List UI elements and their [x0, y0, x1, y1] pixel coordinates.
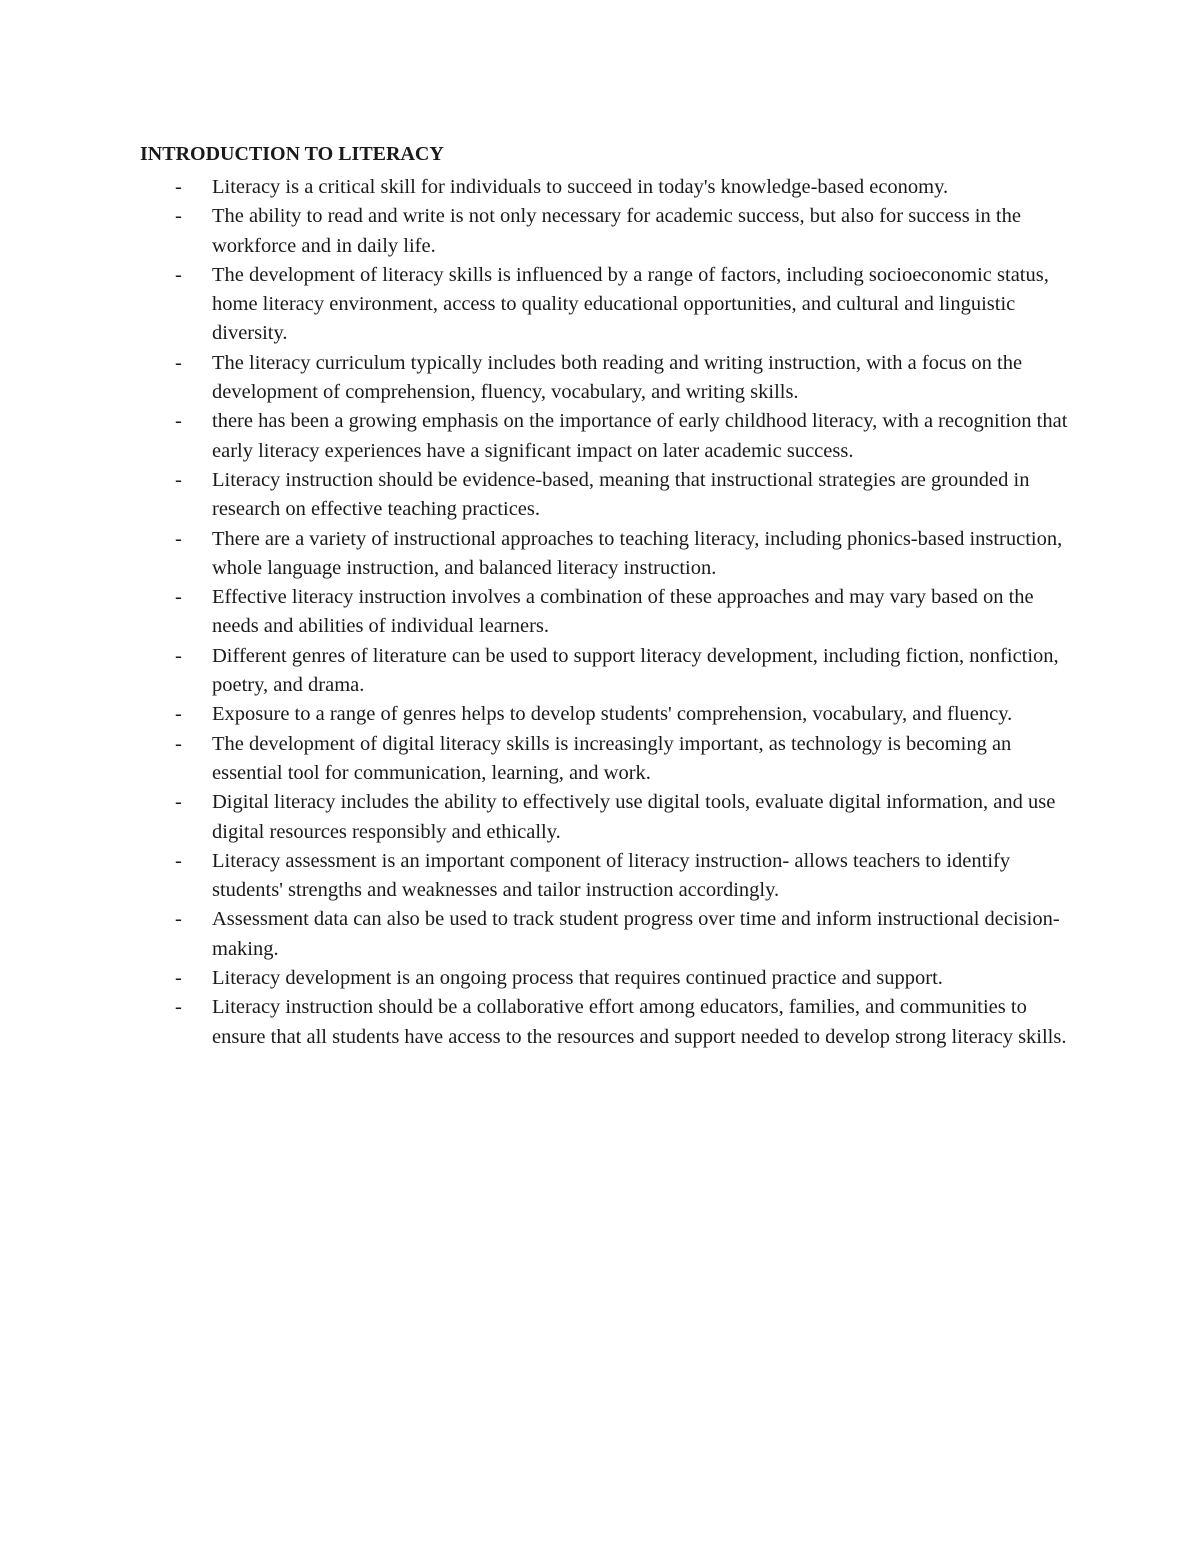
bullet-dash: - — [175, 205, 182, 228]
list-item-text: Assessment data can also be used to track student progress over time and inform instructional decision-making. — [212, 908, 1060, 960]
list-item — [140, 261, 1070, 349]
list-item — [140, 964, 1070, 993]
bullet-dash: - — [175, 996, 182, 1019]
list-item-text: Literacy development is an ongoing process that requires continued practice and support. — [212, 967, 943, 990]
list-item — [140, 905, 1070, 964]
list-item — [140, 583, 1070, 642]
bullet-list — [140, 173, 1070, 1052]
bullet-dash: - — [175, 849, 182, 872]
list-item-text: Different genres of literature can be used to support literacy development, including fiction, nonfiction, poetry, and drama. — [212, 644, 1059, 697]
list-item-text: The development of literacy skills is influenced by a range of factors, including socioeconomic status, home literacy environment, access to quality educational opportunities, and cultural and linguistic diversity. — [212, 263, 1049, 345]
list-item — [140, 788, 1070, 847]
list-item — [140, 202, 1070, 261]
list-item — [140, 700, 1070, 729]
list-item-text: Exposure to a range of genres helps to develop students' comprehension, vocabulary, and fluency. — [212, 703, 1013, 726]
list-item — [140, 349, 1070, 408]
bullet-dash: - — [175, 967, 182, 990]
bullet-dash: - — [175, 263, 182, 286]
bullet-dash: - — [175, 527, 182, 550]
list-item — [140, 466, 1070, 525]
list-item-text: The development of digital literacy skills is increasingly important, as technology is becoming an essential tool for communication, learning, and work. — [212, 732, 1012, 784]
list-item — [140, 642, 1070, 701]
list-item — [140, 730, 1070, 789]
list-item-text: Digital literacy includes the ability to effectively use digital tools, evaluate digital information, and use digital resources responsibly and ethically. — [212, 791, 1056, 843]
list-item — [140, 173, 1070, 202]
list-item-text: The literacy curriculum typically includes both reading and writing instruction, with a focus on the development of comprehension, fluency, vocabulary, and writing skills. — [212, 351, 1023, 404]
list-item-text: There are a variety of instructional approaches to teaching literacy, including phonics-based instruction, whole language instruction, and balanced literacy instruction. — [212, 527, 1063, 579]
list-item — [140, 525, 1070, 584]
list-item-text: Literacy instruction should be evidence-based, meaning that instructional strategies are grounded in research on effective teaching practices. — [212, 468, 1030, 521]
list-item-text: Literacy instruction should be a collaborative effort among educators, families, and communities to ensure that all students have access to the resources and support needed to develop strong literacy skills. — [212, 996, 1067, 1048]
list-item — [140, 407, 1070, 466]
bullet-dash: - — [175, 644, 182, 667]
list-item-text: Effective literacy instruction involves a combination of these approaches and may vary based on the needs and abilities of individual learners. — [212, 586, 1034, 638]
document-page — [140, 140, 1070, 1052]
list-item-text: Literacy assessment is an important component of literacy instruction- allows teachers to identify students' strengths and weaknesses and tailor instruction accordingly. — [212, 849, 1011, 902]
bullet-dash: - — [175, 410, 182, 433]
list-item — [140, 847, 1070, 906]
bullet-dash: - — [175, 703, 182, 726]
bullet-dash: - — [175, 468, 182, 491]
bullet-dash: - — [175, 586, 182, 609]
bullet-dash: - — [175, 351, 182, 374]
list-item-text: there has been a growing emphasis on the importance of early childhood literacy, with a recognition that early literacy experiences have a significant impact on later academic success. — [212, 410, 1068, 462]
document-title: INTRODUCTION TO LITERACY — [140, 143, 444, 165]
list-item — [140, 993, 1070, 1052]
bullet-dash: - — [175, 908, 182, 931]
bullet-dash: - — [175, 732, 182, 755]
bullet-dash: - — [175, 791, 182, 814]
bullet-dash: - — [175, 176, 182, 198]
list-item-text: The ability to read and write is not only necessary for academic success, but also for success in the workforce and in daily life. — [212, 205, 1021, 257]
list-item-text: Literacy is a critical skill for individuals to succeed in today's knowledge-based economy. — [212, 176, 949, 198]
